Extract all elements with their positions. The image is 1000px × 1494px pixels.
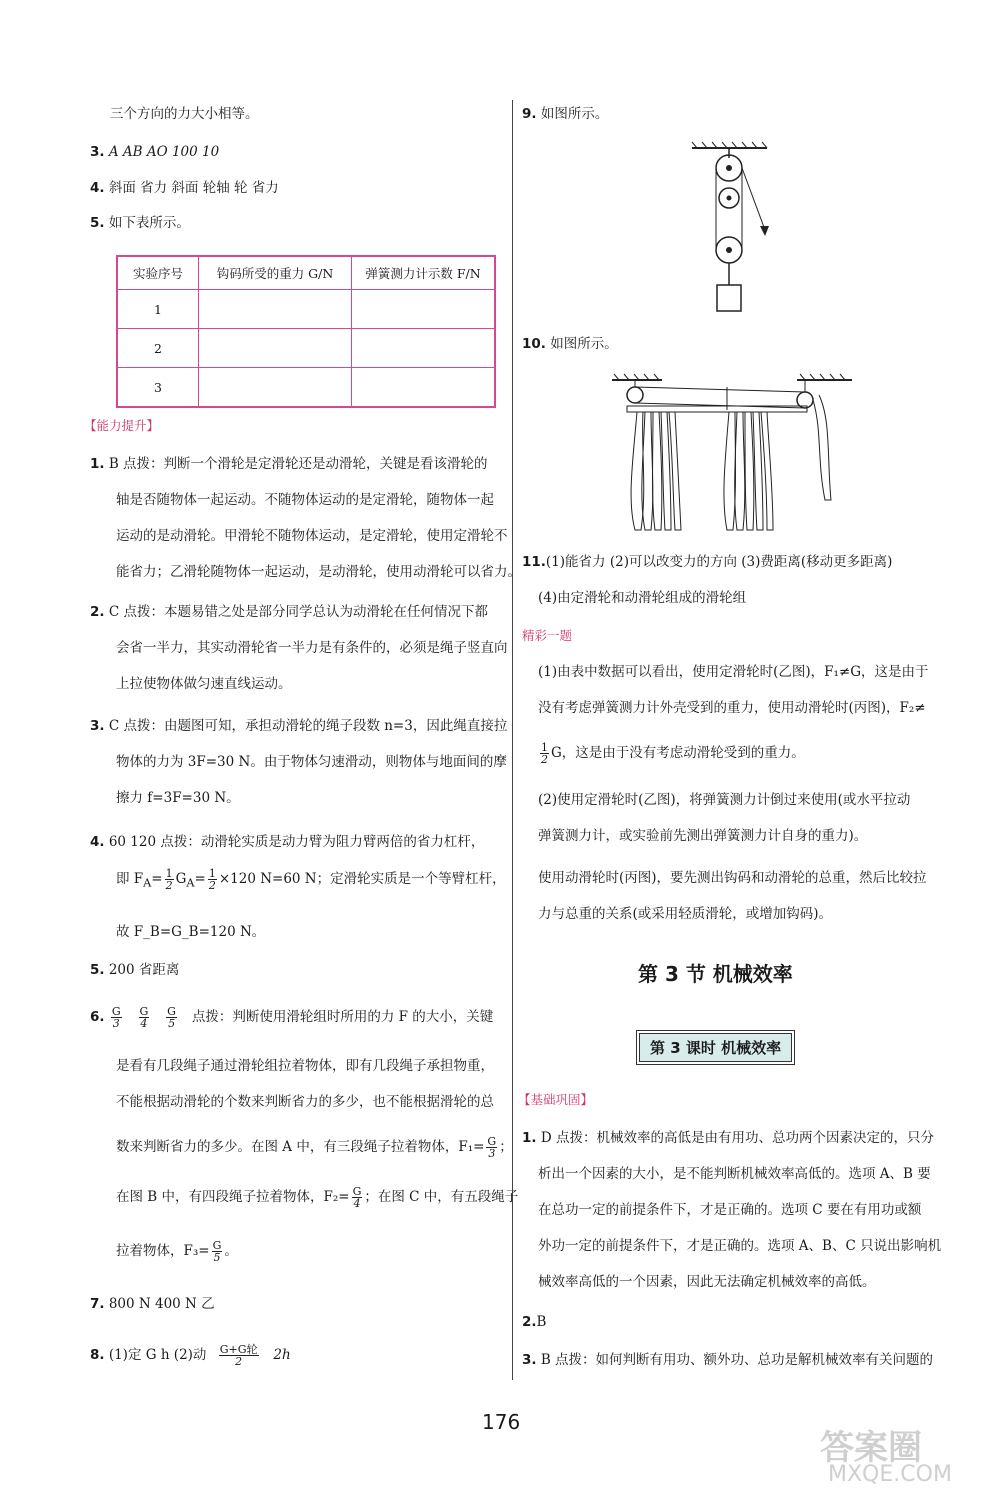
text-line: 上拉使物体做匀速直线运动。 bbox=[116, 676, 292, 692]
basic-3: 3. B 点拨：如何判断有用功、额外功、总功是解机械效率有关问题的 bbox=[522, 1352, 934, 1368]
text-line: 运动的是动滑轮。甲滑轮不随物体运动，是定滑轮，使用定滑轮不 bbox=[116, 528, 508, 544]
section-title: 第 3 节 机械效率 bbox=[638, 962, 793, 986]
fraction: $\frac{1}{2}$ bbox=[208, 867, 216, 892]
section-tag: 【基础巩固】 bbox=[518, 1092, 594, 1107]
text-line: 擦力 f=3F=30 N。 bbox=[116, 790, 240, 806]
table-cell: 1 bbox=[117, 290, 199, 329]
fraction: $\frac{1}{2}$ bbox=[165, 867, 173, 892]
table-cell: 3 bbox=[117, 368, 199, 408]
question-9: 9. 如图所示。 bbox=[522, 106, 609, 122]
text-line: (2)使用定滑轮时(乙图)，将弹簧测力计倒过来使用(或水平拉动 bbox=[538, 792, 911, 808]
text-line: 力与总重的关系(或采用轻质滑轮，或增加钩码)。 bbox=[538, 906, 833, 922]
text-line: 械效率高低的一个因素，因此无法确定机械效率的高低。 bbox=[538, 1274, 876, 1290]
text-line: 即 $F_A=$ $\frac{1}{2}$ $G_A=$ $\frac{1}{2}$ ×120 N=60 N；定滑轮实质是一个等臂杠杆， bbox=[116, 867, 506, 892]
lesson-title: 第 3 课时 机械效率 bbox=[636, 1030, 795, 1065]
text-line: 拉着物体，F₃= $\frac{G}{5}$ 。 bbox=[116, 1239, 238, 1264]
answer-7: 7. 800 N 400 N 乙 bbox=[90, 1296, 215, 1312]
table-header: 实验序号 bbox=[117, 256, 199, 290]
curtain-figure-10 bbox=[607, 370, 857, 540]
basic-2: 2.B bbox=[522, 1314, 547, 1330]
text-line: 弹簧测力计，或实验前先测出弹簧测力计自身的重力)。 bbox=[538, 828, 868, 844]
text-line: 没有考虑弹簧测力计外壳受到的重力，使用动滑轮时(丙图)，F₂≠ bbox=[538, 700, 926, 716]
question-10: 10. 如图所示。 bbox=[522, 336, 618, 352]
text-line: 三个方向的力大小相等。 bbox=[110, 106, 259, 122]
text-line: 外功一定的前提条件下，才是正确的。选项 A、B、C 只说出影响机 bbox=[538, 1238, 942, 1254]
question-11: 11.(1)能省力 (2)可以改变力的方向 (3)费距离(移动更多距离) bbox=[522, 554, 893, 570]
text-line: 是看有几段绳子通过滑轮组拉着物体，即有几段绳子承担物重， bbox=[116, 1058, 494, 1074]
watermark-url: MXQE.COM bbox=[828, 1462, 952, 1487]
text-line: 在图 B 中，有四段绳子拉着物体，F₂= $\frac{G}{4}$ ；在图 C 中，有五段绳子 bbox=[116, 1185, 519, 1210]
text-line: 故 F_B=G_B=120 N。 bbox=[116, 924, 266, 940]
text-line: 能省力；乙滑轮随物体一起运动，是动滑轮，使用动滑轮可以省力。 bbox=[116, 564, 521, 580]
text-line: $\frac{1}{2}$ G，这是由于没有考虑动滑轮受到的重力。 bbox=[541, 741, 805, 766]
text-line: 使用动滑轮时(丙图)，要先测出钩码和动滑轮的总重，然后比较拉 bbox=[538, 870, 927, 886]
answer-3: 3. C 点拨：由题图可知，承担动滑轮的绳子段数 n=3，因此绳直接拉 bbox=[90, 718, 508, 734]
text-line: 轴是否随物体一起运动。不随物体运动的是定滑轮，随物体一起 bbox=[116, 492, 494, 508]
text-line: 在总功一定的前提条件下，才是正确的。选项 C 要在有用功或额 bbox=[538, 1202, 922, 1218]
watermark-logo: 答案圈 bbox=[820, 1428, 922, 1468]
section-tag: 精彩一题 bbox=[522, 628, 573, 643]
answer-4: 4. 60 120 点拨：动滑轮实质是动力臂为阻力臂两倍的省力杠杆， bbox=[90, 834, 485, 850]
answer-2: 2. C 点拨：本题易错之处是部分同学总认为动滑轮在任何情况下都 bbox=[90, 604, 488, 620]
table-cell: 2 bbox=[117, 329, 199, 368]
answer-6: 6. $\frac{G}{3}$ $\frac{G}{4}$ $\frac{G}{5}$ 点拨：判断使用滑轮组时所用的力 F 的大小，关键 bbox=[90, 1005, 494, 1030]
pulley-figure-9 bbox=[687, 140, 807, 320]
question-4: 4. 斜面 省力 斜面 轮轴 轮 省力 bbox=[90, 180, 279, 196]
text-line: 物体的力为 3F=30 N。由于物体匀速滑动，则物体与地面间的摩 bbox=[116, 754, 507, 770]
text-line: (4)由定滑轮和动滑轮组成的滑轮组 bbox=[538, 590, 747, 606]
answer-1: 1. B 点拨：判断一个滑轮是定滑轮还是动滑轮，关键是看该滑轮的 bbox=[90, 456, 488, 472]
data-table bbox=[116, 255, 496, 408]
text-line: 会省一半力，其实动滑轮省一半力是有条件的，必须是绳子竖直向 bbox=[116, 640, 508, 656]
basic-1: 1. D 点拨：机械效率的高低是由有用功、总功两个因素决定的，只分 bbox=[522, 1130, 934, 1146]
question-3: 3. A AB AO 100 10 bbox=[90, 144, 220, 160]
section-tag: 【能力提升】 bbox=[84, 418, 160, 433]
answer-5: 5. 200 省距离 bbox=[90, 962, 180, 978]
answer-8: 8. (1)定 G h (2)动 $\frac{\text{G+G轮}}{2}$ 2h bbox=[90, 1343, 291, 1368]
text-line: 数来判断省力的多少。在图 A 中，有三段绳子拉着物体，F₁= $\frac{G}{3}$ ； bbox=[116, 1135, 513, 1160]
page-number: 176 bbox=[482, 1410, 521, 1434]
text-line: 析出一个因素的大小，是不能判断机械效率高低的。选项 A、B 要 bbox=[538, 1166, 931, 1182]
table-header: 钩码所受的重力 G/N bbox=[199, 256, 352, 290]
text-line: (1)由表中数据可以看出，使用定滑轮时(乙图)，F₁≠G，这是由于 bbox=[538, 664, 929, 680]
question-5: 5. 如下表所示。 bbox=[90, 215, 190, 231]
table-header: 弹簧测力计示数 F/N bbox=[352, 256, 496, 290]
text-line: 不能根据动滑轮的个数来判断省力的多少，也不能根据滑轮的总 bbox=[116, 1094, 494, 1110]
